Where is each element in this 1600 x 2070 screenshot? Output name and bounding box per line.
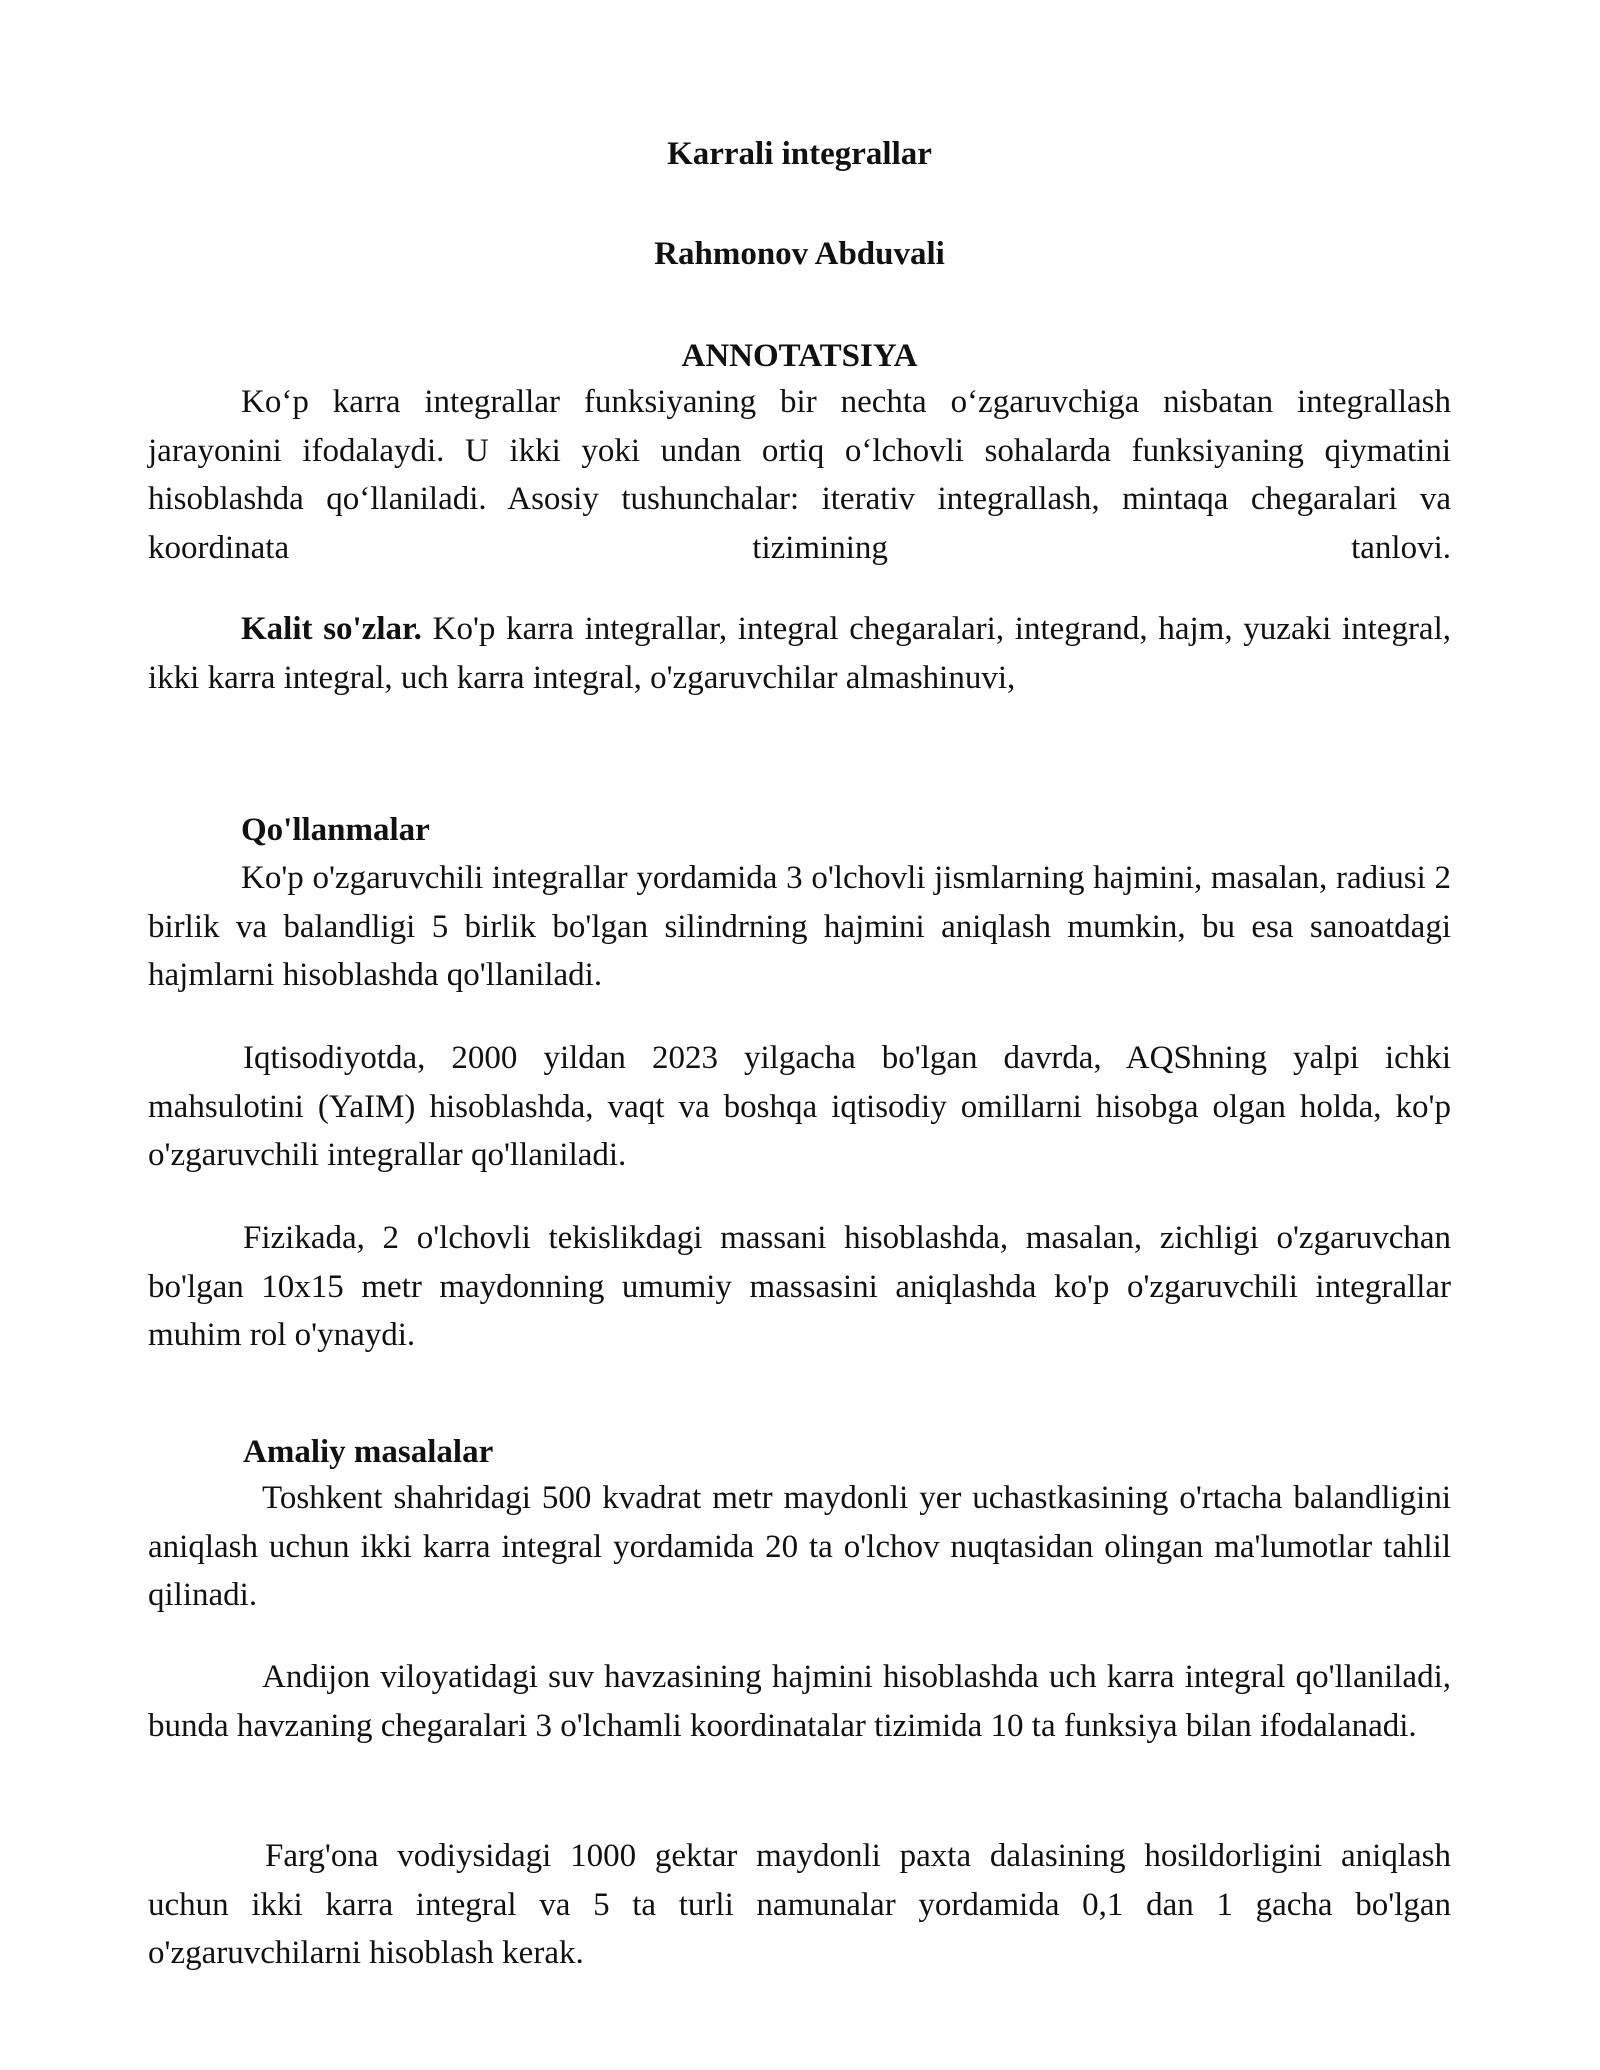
annotation-paragraph: Ko‘p karra integrallar funksiyaning bir nechta o‘zgaruvchiga nisbatan integrallash jarayonini ifodalaydi. U ikki yoki undan ortiq o‘lchovli sohalarda funksiyaning qiymatini hisoblashda qo‘llaniladi. Asosiy tushunchalar: iterativ integrallash, mintaqa chegaralari va koordinata tizimining tanlovi. — [148, 384, 1451, 566]
applications-heading: Qo'llanmalar — [241, 812, 430, 848]
practical-paragraph: Farg'ona vodiysidagi 1000 gektar maydonli paxta dalasining hosildorligini aniqlash uchun ikki karra integral va 5 ta turli namunalar yordamida 0,1 dan 1 gacha bo'lgan o'zgaruvchilarni hisoblash kerak. — [148, 1838, 1451, 1971]
application-paragraph: Iqtisodiyotda, 2000 yildan 2023 yilgacha bo'lgan davrda, AQShning yalpi ichki mahsulotini (YaIM) hisoblashda, vaqt va boshqa iqtisodiy omillarni hisobga olgan holda, ko'p o'zgaruvchili integrallar qo'llaniladi. — [148, 1040, 1451, 1173]
application-paragraph: Fizikada, 2 o'lchovli tekislikdagi massani hisoblashda, masalan, zichligi o'zgaruvchan bo'lgan 10x15 metr maydonning umumiy massasini aniqlashda ko'p o'zgaruvchili integrallar muhim rol o'ynaydi. — [148, 1220, 1451, 1353]
keywords-list: Ko'p karra integrallar, integral chegaralari, integrand, hajm, yuzaki integral, ikki karra integral, uch karra integral, o'zgaruvchilar almashinuvi, — [148, 611, 1451, 696]
practical-paragraph: Andijon viloyatidagi suv havzasining hajmini hisoblashda uch karra integral qo'llaniladi, bunda havzaning chegaralari 3 o'lchamli koordinatalar tizimida 10 ta funksiya bilan ifodalanadi. — [148, 1659, 1451, 1744]
application-paragraph: Ko'p o'zgaruvchili integrallar yordamida 3 o'lchovli jismlarning hajmini, masalan, radiusi 2 birlik va balandligi 5 birlik bo'lgan silindrning hajmini aniqlash mumkin, bu esa sanoatdagi hajmlarni hisoblashda qo'llaniladi. — [148, 860, 1451, 993]
practical-heading: Amaliy masalalar — [243, 1434, 494, 1470]
keywords-paragraph — [148, 605, 1451, 702]
annotation-heading: ANNOTATSIYA — [681, 338, 918, 374]
author-name: Rahmonov Abduvali — [654, 236, 945, 272]
practical-paragraph: Toshkent shahridagi 500 kvadrat metr maydonli yer uchastkasining o'rtacha balandligini aniqlash uchun ikki karra integral yordamida 20 ta o'lchov nuqtasidan olingan ma'lumotlar tahlil qilinadi. — [148, 1480, 1451, 1613]
keywords-label: Kalit so'zlar. — [241, 611, 422, 647]
document-title: Karrali integrallar — [667, 136, 932, 172]
